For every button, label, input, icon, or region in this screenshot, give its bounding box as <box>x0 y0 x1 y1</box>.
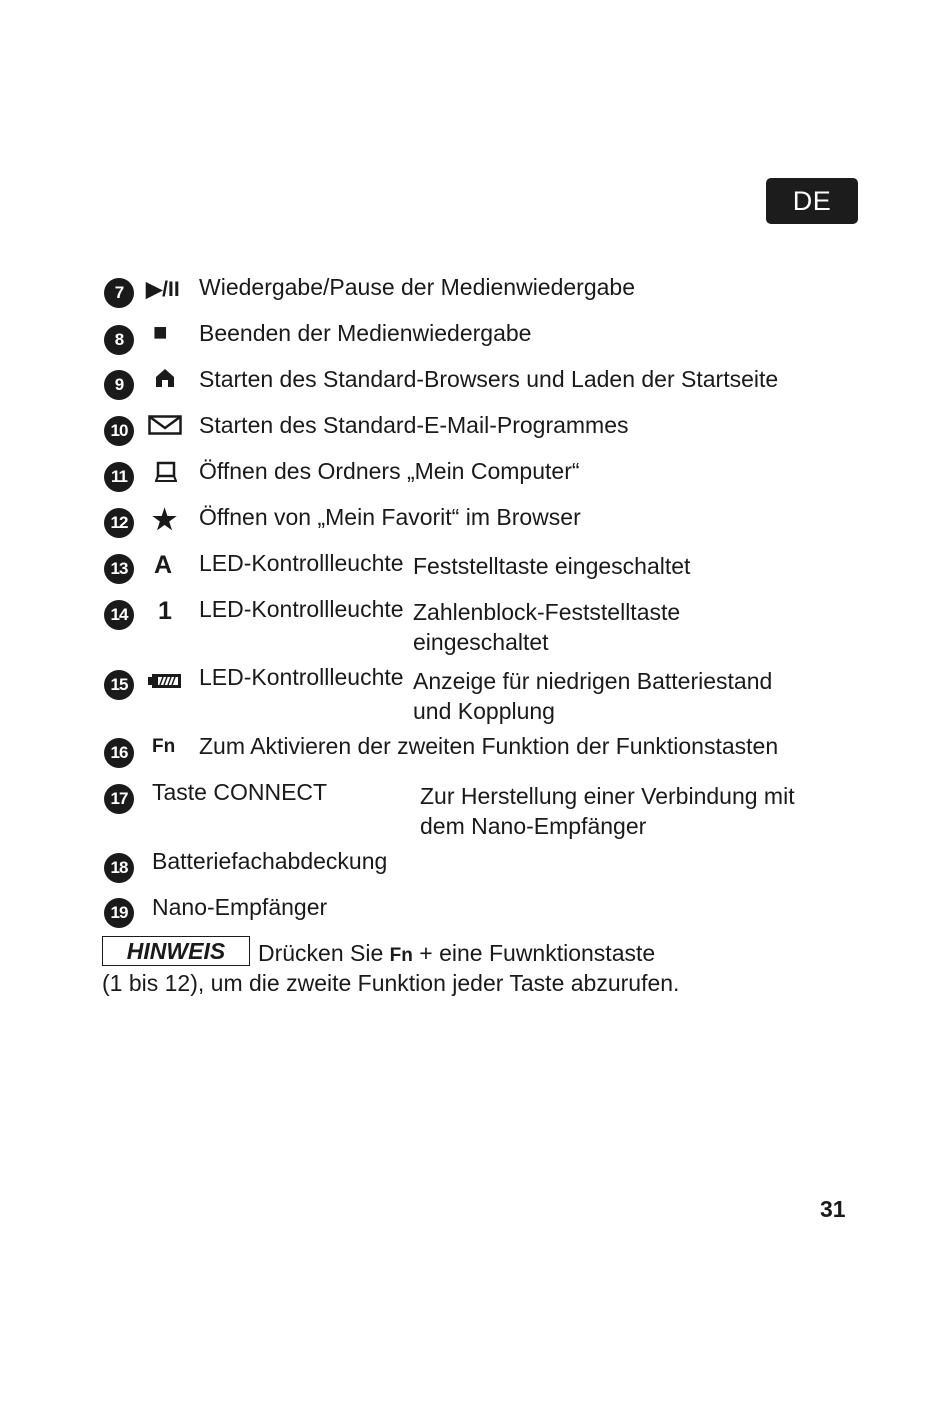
item-description: Feststelltaste eingeschaltet <box>413 553 691 579</box>
item-description: Zahlenblock-Feststelltaste eingeschaltet <box>413 599 681 655</box>
item-description: Anzeige für niedrigen Batteriestand und Kopplung <box>413 668 773 724</box>
item-number-badge: 10 <box>104 416 134 446</box>
item-label: Taste CONNECT <box>152 779 328 805</box>
item-description: Öffnen des Ordners „Mein Computer“ <box>199 458 580 484</box>
fn-icon: Fn <box>152 736 176 757</box>
item-number-badge: 7 <box>104 278 134 308</box>
item-number-badge: 8 <box>104 325 134 355</box>
item-description: Starten des Standard-E-Mail-Programmes <box>199 412 629 438</box>
home-icon <box>154 366 176 390</box>
note-text-pre: Drücken Sie <box>258 940 384 966</box>
play-pause-icon: ▶/II <box>146 277 180 301</box>
note-text-line2: (1 bis 12), um die zweite Funktion jeder Taste abzurufen. <box>102 970 680 996</box>
caps-lock-icon: A <box>154 550 173 579</box>
num-lock-icon: 1 <box>158 596 172 625</box>
note-label: HINWEIS <box>102 936 250 966</box>
item-number-badge: 9 <box>104 370 134 400</box>
item-number-badge: 15 <box>104 670 134 700</box>
led-label: LED-Kontrollleuchte <box>199 550 404 576</box>
item-number-badge: 14 <box>104 600 134 630</box>
item-number-badge: 17 <box>104 784 134 814</box>
battery-icon <box>148 672 182 690</box>
stop-icon: ■ <box>153 319 168 346</box>
star-icon: ★ <box>152 503 178 535</box>
mail-icon <box>148 414 182 436</box>
note-text-post: + eine Fuwnktionstaste <box>419 940 656 966</box>
item-description: Beenden der Medienwiedergabe <box>199 320 532 346</box>
item-description: Öffnen von „Mein Favorit“ im Browser <box>199 504 581 530</box>
item-number-badge: 12 <box>104 508 134 538</box>
language-tab: DE <box>766 178 858 224</box>
item-description: Zur Herstellung einer Verbindung mit dem Nano-Empfänger <box>420 783 795 839</box>
item-description: Zum Aktivieren der zweiten Funktion der Funktionstasten <box>199 733 779 759</box>
led-label: LED-Kontrollleuchte <box>199 664 404 690</box>
computer-icon <box>155 460 177 484</box>
item-number-badge: 11 <box>104 462 134 492</box>
item-number-badge: 13 <box>104 554 134 584</box>
item-number-badge: 19 <box>104 898 134 928</box>
note-text <box>258 938 655 971</box>
item-number-badge: 16 <box>104 738 134 768</box>
item-number-badge: 18 <box>104 853 134 883</box>
item-label: Batteriefachabdeckung <box>152 848 388 874</box>
page-number: 31 <box>820 1196 846 1222</box>
item-description: Wiedergabe/Pause der Medienwiedergabe <box>199 274 636 300</box>
item-label: Nano-Empfänger <box>152 894 328 920</box>
item-description: Starten des Standard-Browsers und Laden der Startseite <box>199 366 779 392</box>
fn-key-label: Fn <box>389 945 413 966</box>
led-label: LED-Kontrollleuchte <box>199 596 404 622</box>
